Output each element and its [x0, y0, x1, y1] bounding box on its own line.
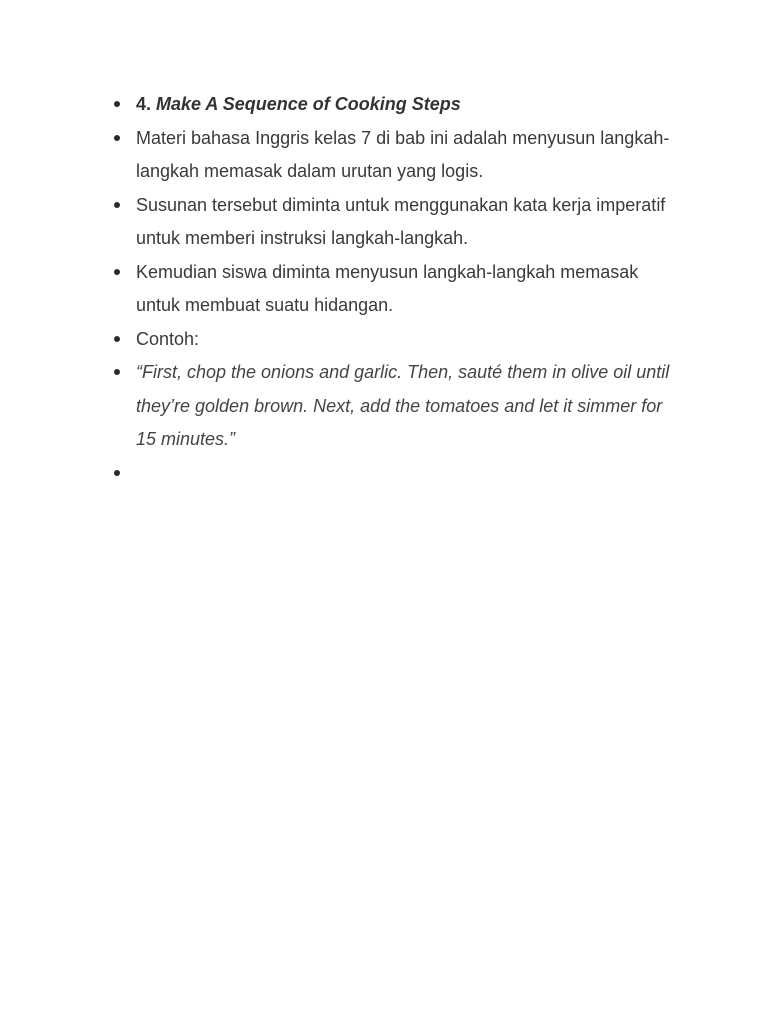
bullet-dot-icon	[114, 470, 120, 476]
list-item-text: Contoh:	[136, 328, 200, 349]
bullet-list	[112, 88, 672, 490]
list-item	[112, 122, 672, 189]
list-item-heading	[112, 88, 672, 122]
list-item-text: Materi bahasa Inggris kelas 7 di bab ini adalah menyusun langkah-langkah memasak dalam urutan yang logis.	[136, 127, 670, 181]
bullet-dot-icon	[114, 336, 120, 342]
bullet-dot-icon	[114, 269, 120, 275]
bullet-dot-icon	[114, 202, 120, 208]
list-item	[112, 323, 672, 357]
list-item-text: Kemudian siswa diminta menyusun langkah-langkah memasak untuk membuat suatu hidangan.	[136, 261, 639, 315]
list-item	[112, 256, 672, 323]
heading-number: 4.	[136, 94, 152, 114]
list-item-empty	[112, 457, 672, 491]
bullet-dot-icon	[114, 101, 120, 107]
bullet-dot-icon	[114, 135, 120, 141]
bullet-dot-icon	[114, 369, 120, 375]
heading-title: Make A Sequence of Cooking Steps	[156, 94, 461, 114]
list-item-quote	[112, 356, 672, 457]
example-quote: “First, chop the onions and garlic. Then, sauté them in olive oil until they’re golden brown. Next, add the tomatoes and let it simmer for 15 minutes.”	[136, 362, 670, 449]
list-item-text: Susunan tersebut diminta untuk menggunakan kata kerja imperatif untuk memberi instruksi langkah-langkah.	[136, 194, 666, 248]
list-item	[112, 189, 672, 256]
